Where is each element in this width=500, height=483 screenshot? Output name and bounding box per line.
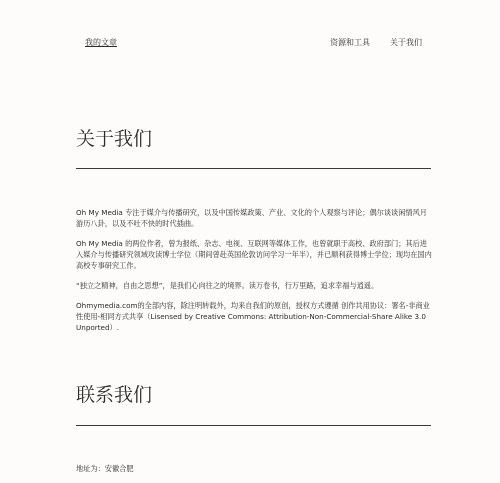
about-content (76, 207, 432, 342)
contact-divider (76, 425, 431, 426)
nav-resources-link[interactable]: 资源和工具 (330, 38, 370, 47)
about-paragraph-2: Oh My Media 的两位作者，曾为报纸、杂志、电视、互联网等媒体工作，也曾就职于高校、政府部门；其后进入媒介与传播研究领域攻读博士学位（期间曾赴英国伦敦访问学习一年半），并已顺利获得博士学位；现均在国内高校专事研究工作。 (76, 239, 432, 270)
contact-heading: 联系我们 (76, 384, 153, 406)
nav-about-link[interactable]: 关于我们 (390, 38, 422, 47)
top-nav (0, 37, 500, 51)
about-divider (76, 168, 431, 169)
about-paragraph-1: Oh My Media 专注于媒介与传播研究，以及中国传媒政策、产业、文化的个人观察与评论；偶尔谈谈闲情风月游历八卦，以及不吐不快的时代插曲。 (76, 208, 427, 228)
about-paragraph-3: “独立之精神，自由之思想”，是我们心向往之的境界。读万卷书，行万里路，追求幸福与逍遥。 (76, 281, 379, 290)
about-heading: 关于我们 (76, 128, 153, 150)
nav-my-articles-link[interactable]: 我的文章 (85, 38, 117, 47)
about-paragraph-4: Ohmymedia.com的全部内容，除注明转载外，均来自我们的原创，授权方式遵循 创作共用协议：署名-非商业性使用-相同方式共享（Lisensed by Creative Commons: Attribution-Non-Commercial-Share Alike 3.0 Unported）. (76, 301, 430, 332)
contact-address: 地址为：安徽合肥 (76, 464, 134, 473)
